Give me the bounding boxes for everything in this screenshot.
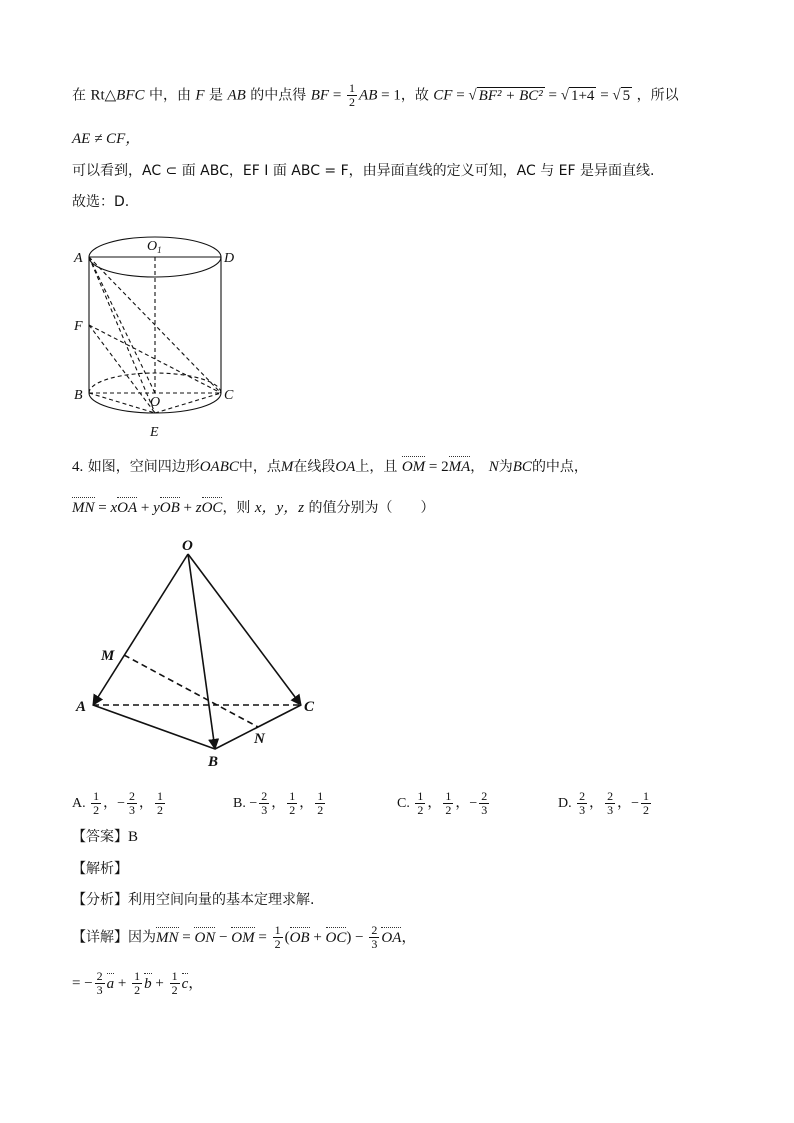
label-c: C: [304, 699, 315, 715]
text-span: OABC: [199, 459, 239, 475]
formula-paren: ) −: [346, 929, 368, 946]
formula-z: z: [195, 500, 202, 516]
formula-eq: =: [254, 929, 271, 946]
vector-on: ON: [194, 929, 216, 946]
option-c-v3: $\frac{2}{3}$: [481, 789, 488, 818]
text-span: 是: [209, 87, 224, 104]
formula-paren: (: [284, 929, 290, 946]
text-span: F: [195, 87, 205, 104]
option-b-v1: $\frac{2}{3}$: [261, 789, 268, 818]
solution-line-1: [72, 82, 679, 109]
formula-plus: +: [137, 500, 154, 516]
formula-eq4: = √: [596, 87, 621, 104]
vector-mn: MN: [156, 929, 179, 946]
vector-ma: MA: [448, 459, 471, 475]
text-span: 为: [498, 459, 513, 475]
vector-b: b: [144, 975, 152, 992]
formula-eq: = 2: [425, 459, 449, 475]
text-span: 上，且: [355, 459, 398, 475]
text-span: AB: [227, 87, 246, 104]
formula-plus: +: [309, 929, 326, 946]
formula-sqrt-sum: BF² + BC²: [478, 87, 543, 104]
vector-oa: OA: [117, 500, 138, 516]
text-span: BC: [512, 459, 532, 475]
vector-mn: MN: [72, 500, 95, 516]
xiangjie-tag: 【详解】: [72, 929, 128, 946]
answer-tag: 【答案】: [72, 829, 128, 845]
text-span: 的值分别为（ ）: [308, 500, 435, 516]
formula-sqrt5: 5: [622, 87, 631, 104]
text-span: x，y，z: [254, 500, 305, 516]
text-span: OA: [335, 459, 356, 475]
cylinder-figure: [66, 230, 266, 440]
option-c-v1: $\frac{1}{2}$: [417, 789, 424, 818]
analysis-tag: 【解析】: [72, 861, 128, 877]
minus-sign: −: [249, 795, 258, 811]
formula-cf: CF: [433, 87, 453, 104]
fenxi-line: [72, 893, 314, 907]
option-b-letter: B.: [233, 795, 246, 811]
text-span: N: [488, 459, 499, 475]
option-d-v1: $\frac{2}{3}$: [579, 789, 586, 818]
text-span: Rt△: [90, 87, 117, 104]
option-a: A. $\frac{1}{2}$ ，− $\frac{2}{3}$ ， $\frac{1}{2}$: [72, 789, 164, 818]
label-c: C: [224, 388, 234, 403]
label-o1: $O_1$: [147, 239, 162, 255]
text-span: 中，由: [148, 87, 191, 104]
fraction-half: $\frac{1}{2}$: [171, 969, 178, 998]
solution-line-2: AE ≠ CF，: [72, 131, 141, 147]
fraction-two-thirds: $\frac{2}{3}$: [96, 969, 103, 998]
formula-bf: BF: [310, 87, 330, 104]
label-b: B: [74, 388, 83, 403]
text-span: 在线段: [293, 459, 336, 475]
label-a: A: [76, 699, 87, 715]
vector-om: OM: [231, 929, 255, 946]
fraction-two-thirds: $\frac{2}{3}$: [371, 923, 378, 952]
option-d-v2: $\frac{2}{3}$: [607, 789, 614, 818]
text-span: 如图，空间四边形: [87, 459, 200, 475]
vector-oc: OC: [201, 500, 223, 516]
option-b: B. − $\frac{2}{3}$ ， $\frac{1}{2}$ ， $\frac{1}{2}$: [233, 789, 324, 818]
minus-sign: −: [469, 795, 478, 811]
text-span: ，则: [222, 500, 251, 516]
question-line-2: [72, 501, 435, 516]
minus-sign: −: [631, 795, 640, 811]
label-e: E: [150, 425, 159, 440]
label-n: N: [254, 731, 265, 747]
label-a: A: [74, 251, 83, 266]
formula-comma: ，: [188, 975, 204, 992]
text-span: ，所以: [636, 87, 679, 104]
label-m: M: [101, 648, 115, 664]
question-number: 4.: [72, 459, 84, 475]
option-a-v2: $\frac{2}{3}$: [129, 789, 136, 818]
text-span: 在: [72, 87, 86, 104]
text-span: 的中点得: [250, 87, 307, 104]
fraction-half: $\frac{1}{2}$: [349, 81, 356, 110]
formula-y: y: [153, 500, 160, 516]
vector-oc: OC: [325, 929, 347, 946]
fraction-half: $\frac{1}{2}$: [274, 923, 281, 952]
formula-ab: AB: [359, 87, 378, 104]
text-gu: ，故: [400, 87, 429, 104]
text-span: BFC: [116, 87, 145, 104]
option-c-letter: C.: [397, 795, 410, 811]
solution-line-4: 故选：D.: [72, 194, 130, 210]
xiangjie-text: 因为: [128, 929, 156, 946]
option-c: C. $\frac{1}{2}$ ， $\frac{1}{2}$ ，− $\frac{2}{3}$: [397, 789, 488, 818]
formula-eq3: = √: [544, 87, 569, 104]
label-d: D: [224, 251, 235, 266]
option-c-v2: $\frac{1}{2}$: [445, 789, 452, 818]
question-line-1: [72, 460, 588, 475]
minus-sign: −: [117, 795, 126, 811]
label-o: O: [150, 395, 161, 410]
option-a-letter: A.: [72, 795, 86, 811]
xiangjie-line: [72, 924, 416, 951]
formula-plus: +: [179, 500, 196, 516]
text-span: 的中点，: [531, 459, 588, 475]
label-f: F: [74, 319, 83, 334]
option-b-v2: $\frac{1}{2}$: [289, 789, 296, 818]
option-d: D. $\frac{2}{3}$ ， $\frac{2}{3}$ ，− $\frac{1}{2}$: [558, 789, 650, 818]
text-span: M: [280, 459, 294, 475]
fraction-half: $\frac{1}{2}$: [134, 969, 141, 998]
answer-value: B: [128, 829, 139, 845]
formula-eq: =: [94, 500, 111, 516]
vector-oa: OA: [381, 929, 402, 946]
label-o: O: [182, 538, 193, 554]
vector-ob: OB: [289, 929, 310, 946]
formula-eq2: = √: [452, 87, 477, 104]
formula-x: x: [110, 500, 118, 516]
option-d-letter: D.: [558, 795, 572, 811]
result-line: [72, 970, 203, 997]
formula-plus: +: [151, 975, 168, 992]
vector-om: OM: [401, 459, 426, 475]
formula-eq: =: [329, 87, 346, 104]
vector-a: a: [106, 975, 115, 992]
text-span: 中，点: [238, 459, 281, 475]
label-b: B: [208, 754, 219, 770]
vector-ob: OB: [159, 500, 180, 516]
formula-minus: −: [215, 929, 232, 946]
answer-line: [72, 830, 138, 845]
formula-eq: = −: [72, 975, 93, 992]
option-a-v3: $\frac{1}{2}$: [157, 789, 164, 818]
vector-c: c: [181, 975, 189, 992]
tetrahedron-figure: [66, 534, 326, 774]
formula-sqrt-1plus4: 1+4: [570, 87, 595, 104]
solution-line-3: 可以看到，AC ⊂ 面 ABC，EF I 面 ABC = F，由异面直线的定义可知，AC 与 EF 是异面直线.: [72, 163, 655, 179]
formula-eq: =: [178, 929, 195, 946]
option-d-v3: $\frac{1}{2}$: [643, 789, 650, 818]
formula-eq1: = 1: [377, 87, 401, 104]
option-a-v1: $\frac{1}{2}$: [93, 789, 100, 818]
option-b-v3: $\frac{1}{2}$: [317, 789, 324, 818]
fenxi-text: 利用空间向量的基本定理求解.: [128, 892, 315, 908]
formula-comma: ，: [401, 929, 417, 946]
text-span: ，: [470, 459, 485, 475]
formula-plus: +: [114, 975, 131, 992]
fenxi-tag: 【分析】: [72, 892, 128, 908]
